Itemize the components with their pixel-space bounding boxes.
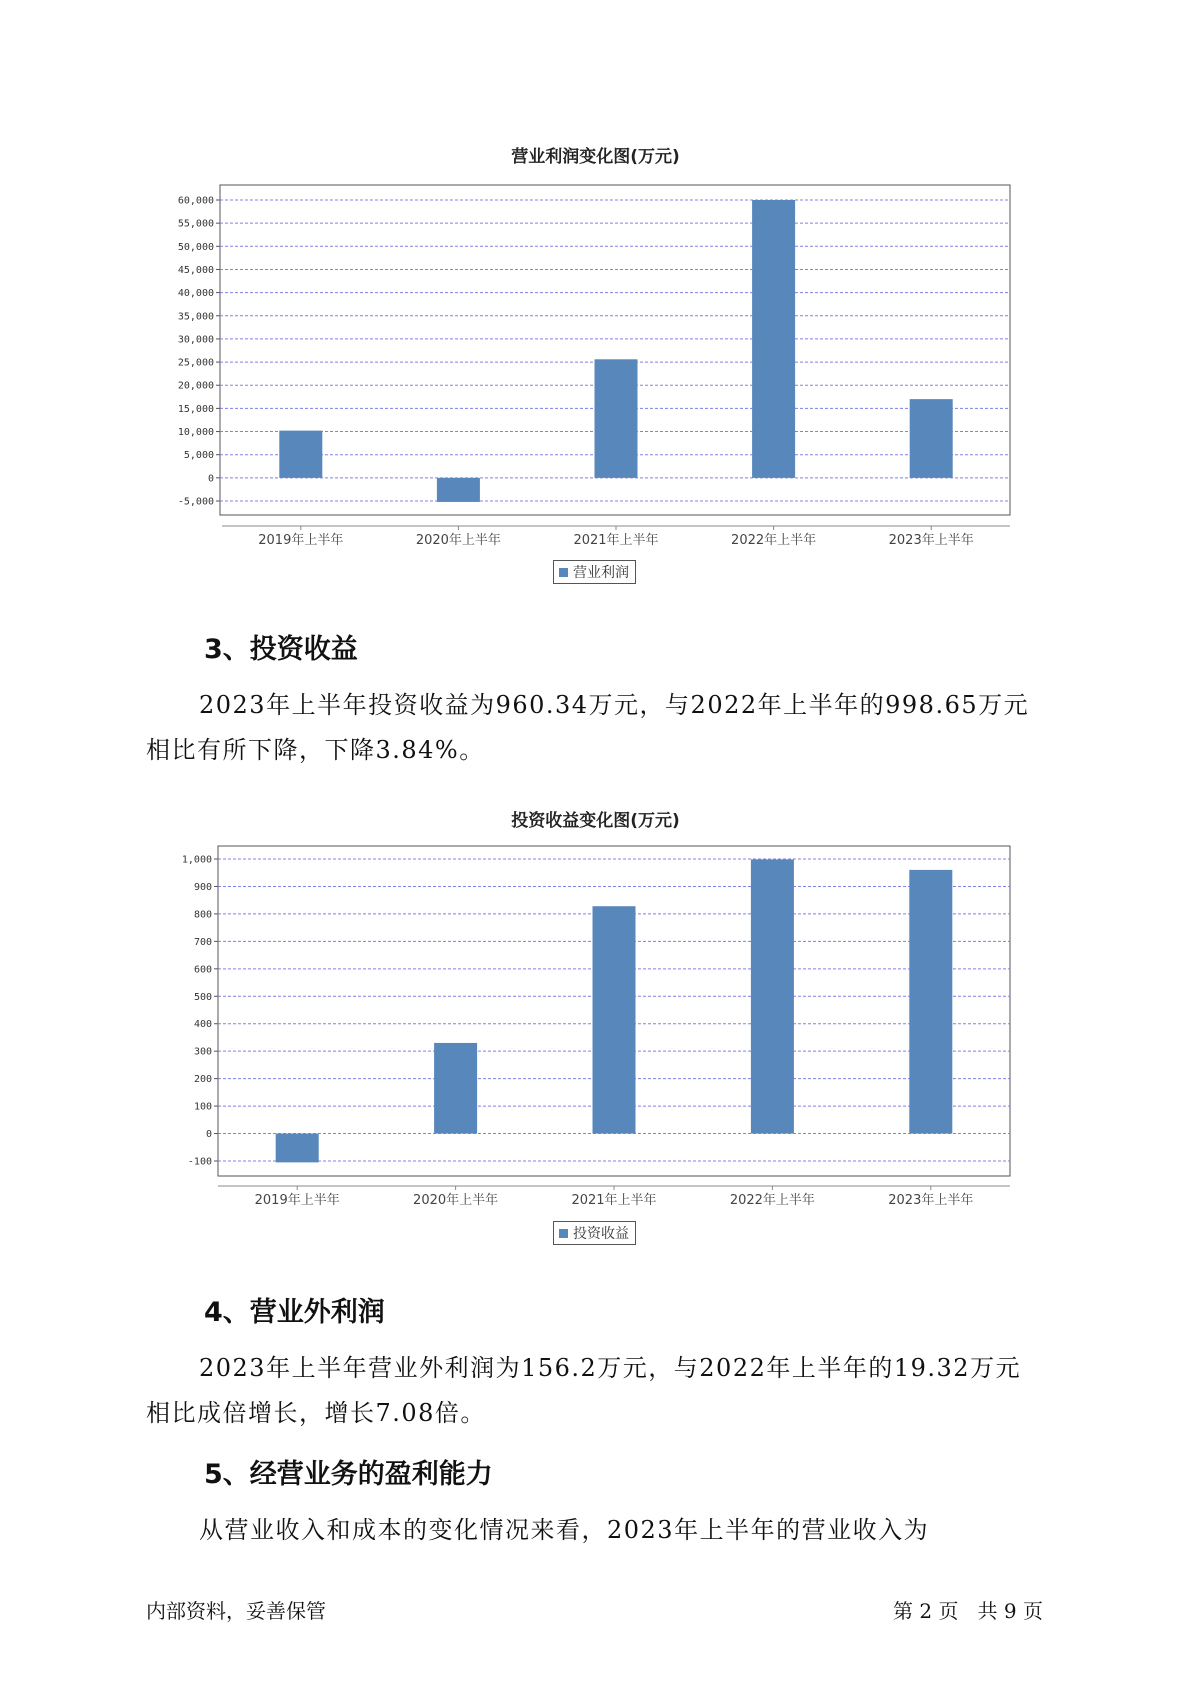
bar bbox=[752, 200, 795, 478]
y-tick-label: 15,000 bbox=[177, 403, 214, 415]
y-tick-label: 100 bbox=[193, 1101, 212, 1113]
x-tick-label: 2021年上半年 bbox=[573, 533, 659, 548]
legend-swatch bbox=[559, 568, 568, 577]
operating-profit-chart bbox=[0, 170, 1191, 690]
chart-title: 投资收益变化图(万元) bbox=[511, 811, 680, 831]
paragraph-line: 2023年上半年营业外利润为156.2万元，与2022年上半年的19.32万元 bbox=[199, 1354, 1022, 1382]
y-tick-label: 400 bbox=[193, 1019, 212, 1031]
bar bbox=[276, 1134, 319, 1163]
bar bbox=[751, 859, 794, 1133]
x-tick-label: 2020年上半年 bbox=[413, 1193, 499, 1208]
bar bbox=[437, 478, 480, 502]
y-tick-label: 25,000 bbox=[177, 357, 214, 369]
x-tick-label: 2022年上半年 bbox=[729, 1193, 815, 1208]
bar bbox=[910, 399, 953, 478]
bar bbox=[279, 431, 322, 478]
y-tick-label: 600 bbox=[193, 964, 212, 976]
y-tick-label: 5,000 bbox=[183, 450, 214, 462]
y-tick-label: 900 bbox=[193, 881, 212, 893]
bar bbox=[595, 359, 638, 478]
chart-title: 营业利润变化图(万元) bbox=[511, 147, 680, 167]
paragraph-line: 从营业收入和成本的变化情况来看，2023年上半年的营业收入为 bbox=[199, 1516, 930, 1544]
x-tick-label: 2020年上半年 bbox=[415, 533, 501, 548]
section-heading: 5、经营业务的盈利能力 bbox=[204, 1459, 493, 1490]
x-tick-label: 2023年上半年 bbox=[888, 533, 974, 548]
y-tick-label: 10,000 bbox=[177, 427, 214, 439]
legend-label: 营业利润 bbox=[573, 565, 629, 581]
y-tick-label: 1,000 bbox=[181, 854, 212, 866]
legend-label: 投资收益 bbox=[573, 1226, 629, 1242]
x-tick-label: 2019年上半年 bbox=[254, 1193, 340, 1208]
y-tick-label: 60,000 bbox=[177, 195, 214, 207]
y-tick-label: 200 bbox=[193, 1074, 212, 1086]
y-tick-label: 35,000 bbox=[177, 311, 214, 323]
chart-legend bbox=[553, 560, 636, 584]
paragraph bbox=[146, 1346, 1046, 1436]
y-tick-label: 0 bbox=[205, 1129, 212, 1141]
paragraph-line: 相比成倍增长，增长7.08倍。 bbox=[146, 1399, 486, 1427]
y-tick-label: -100 bbox=[187, 1156, 212, 1168]
y-tick-label: 800 bbox=[193, 909, 212, 921]
x-tick-label: 2021年上半年 bbox=[571, 1193, 657, 1208]
y-tick-label: 50,000 bbox=[177, 241, 214, 253]
y-tick-label: -5,000 bbox=[177, 496, 214, 508]
y-tick-label: 700 bbox=[193, 936, 212, 948]
y-tick-label: 500 bbox=[193, 991, 212, 1003]
section-heading: 3、投资收益 bbox=[204, 634, 358, 665]
chart-legend bbox=[553, 1221, 636, 1245]
bar bbox=[593, 906, 636, 1133]
paragraph-line: 2023年上半年投资收益为960.34万元，与2022年上半年的998.65万元 bbox=[199, 691, 1030, 719]
y-tick-label: 0 bbox=[207, 473, 214, 485]
bar bbox=[909, 870, 952, 1134]
legend-swatch bbox=[559, 1229, 568, 1238]
footer-page-number: 第 2 页 共 9 页 bbox=[893, 1599, 1043, 1623]
x-tick-label: 2023年上半年 bbox=[888, 1193, 974, 1208]
y-tick-label: 55,000 bbox=[177, 218, 214, 230]
y-tick-label: 300 bbox=[193, 1046, 212, 1058]
investment-income-chart bbox=[0, 836, 1191, 1216]
y-tick-label: 40,000 bbox=[177, 288, 214, 300]
section-heading: 4、营业外利润 bbox=[204, 1297, 385, 1328]
x-tick-label: 2022年上半年 bbox=[731, 533, 817, 548]
y-tick-label: 20,000 bbox=[177, 380, 214, 392]
y-tick-label: 45,000 bbox=[177, 264, 214, 276]
paragraph bbox=[146, 683, 1046, 773]
footer-left: 内部资料，妥善保管 bbox=[146, 1599, 326, 1623]
paragraph bbox=[146, 1508, 1046, 1553]
bar bbox=[434, 1043, 477, 1134]
x-tick-label: 2019年上半年 bbox=[258, 533, 344, 548]
paragraph-line: 相比有所下降，下降3.84%。 bbox=[146, 736, 485, 764]
y-tick-label: 30,000 bbox=[177, 334, 214, 346]
